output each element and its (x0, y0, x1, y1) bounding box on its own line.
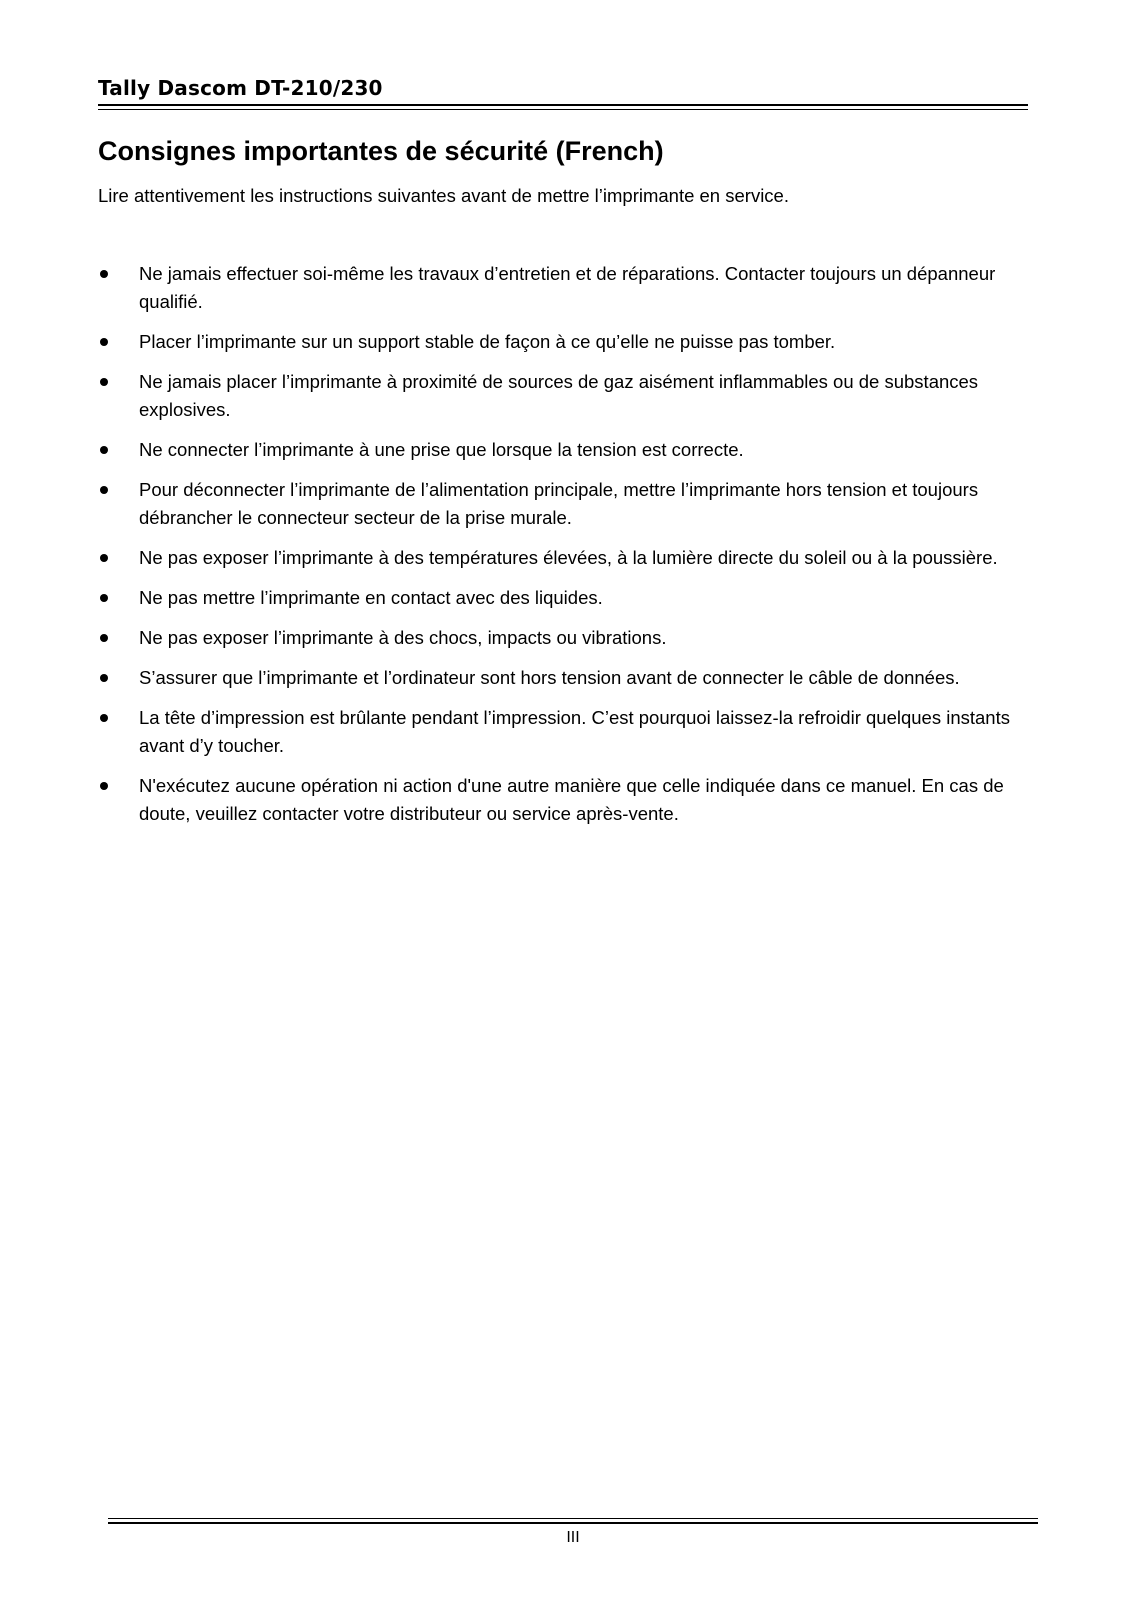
list-item-text: Ne jamais placer l’imprimante à proximité de sources de gaz aisément inflammables ou de substances explosives. (139, 371, 979, 420)
bullet-icon (100, 486, 108, 494)
bullet-icon (100, 714, 108, 722)
list-item (98, 704, 1036, 760)
list-item-text: Ne connecter l’imprimante à une prise que lorsque la tension est correcte. (139, 439, 744, 460)
list-item-text: Ne pas mettre l’imprimante en contact avec des liquides. (139, 587, 603, 608)
list-item (98, 624, 1036, 652)
list-item (98, 584, 1036, 612)
list-item (98, 664, 1036, 692)
bullet-icon (100, 594, 108, 602)
list-item (98, 772, 1036, 828)
list-item (98, 476, 1036, 532)
section-title: Consignes importantes de sécurité (French) (98, 136, 664, 166)
bullet-icon (100, 554, 108, 562)
bullet-icon (100, 338, 108, 346)
list-item (98, 436, 1036, 464)
bullet-icon (100, 270, 108, 278)
bullet-icon (100, 378, 108, 386)
bullet-icon (100, 674, 108, 682)
bullet-icon (100, 782, 108, 790)
list-item-text: S’assurer que l’imprimante et l’ordinateur sont hors tension avant de connecter le câble de données. (139, 667, 960, 688)
list-item-text: Placer l’imprimante sur un support stable de façon à ce qu’elle ne puisse pas tomber. (139, 331, 836, 352)
page-number: III (566, 1529, 580, 1546)
safety-instructions-list (98, 260, 1036, 840)
bullet-icon (100, 634, 108, 642)
page-footer (108, 1518, 1038, 1548)
list-item-text: Ne pas exposer l’imprimante à des chocs, impacts ou vibrations. (139, 627, 667, 648)
list-item-text: N'exécutez aucune opération ni action d'une autre manière que celle indiquée dans ce manuel. En cas de doute, veuillez contacter votre distributeur ou service après-vente. (139, 775, 1004, 824)
footer-rule (108, 1518, 1038, 1524)
list-item-text: Pour déconnecter l’imprimante de l’alimentation principale, mettre l’imprimante hors tension et toujours débrancher le connecteur secteur de la prise murale. (139, 479, 979, 528)
list-item (98, 260, 1036, 316)
bullet-icon (100, 446, 108, 454)
list-item (98, 328, 1036, 356)
list-item (98, 368, 1036, 424)
header-title: Tally Dascom DT-210/230 (98, 76, 383, 100)
intro-text: Lire attentivement les instructions suivantes avant de mettre l’imprimante en service. (98, 185, 789, 206)
list-item-text: La tête d’impression est brûlante pendant l’impression. C’est pourquoi laissez-la refroidir quelques instants avant d’y toucher. (139, 707, 1010, 756)
list-item-text: Ne jamais effectuer soi-même les travaux d’entretien et de réparations. Contacter toujours un dépanneur qualifié. (139, 263, 996, 312)
header-rule (98, 104, 1028, 110)
list-item-text: Ne pas exposer l’imprimante à des températures élevées, à la lumière directe du soleil ou à la poussière. (139, 547, 998, 568)
list-item (98, 544, 1036, 572)
page-header (98, 76, 1028, 110)
